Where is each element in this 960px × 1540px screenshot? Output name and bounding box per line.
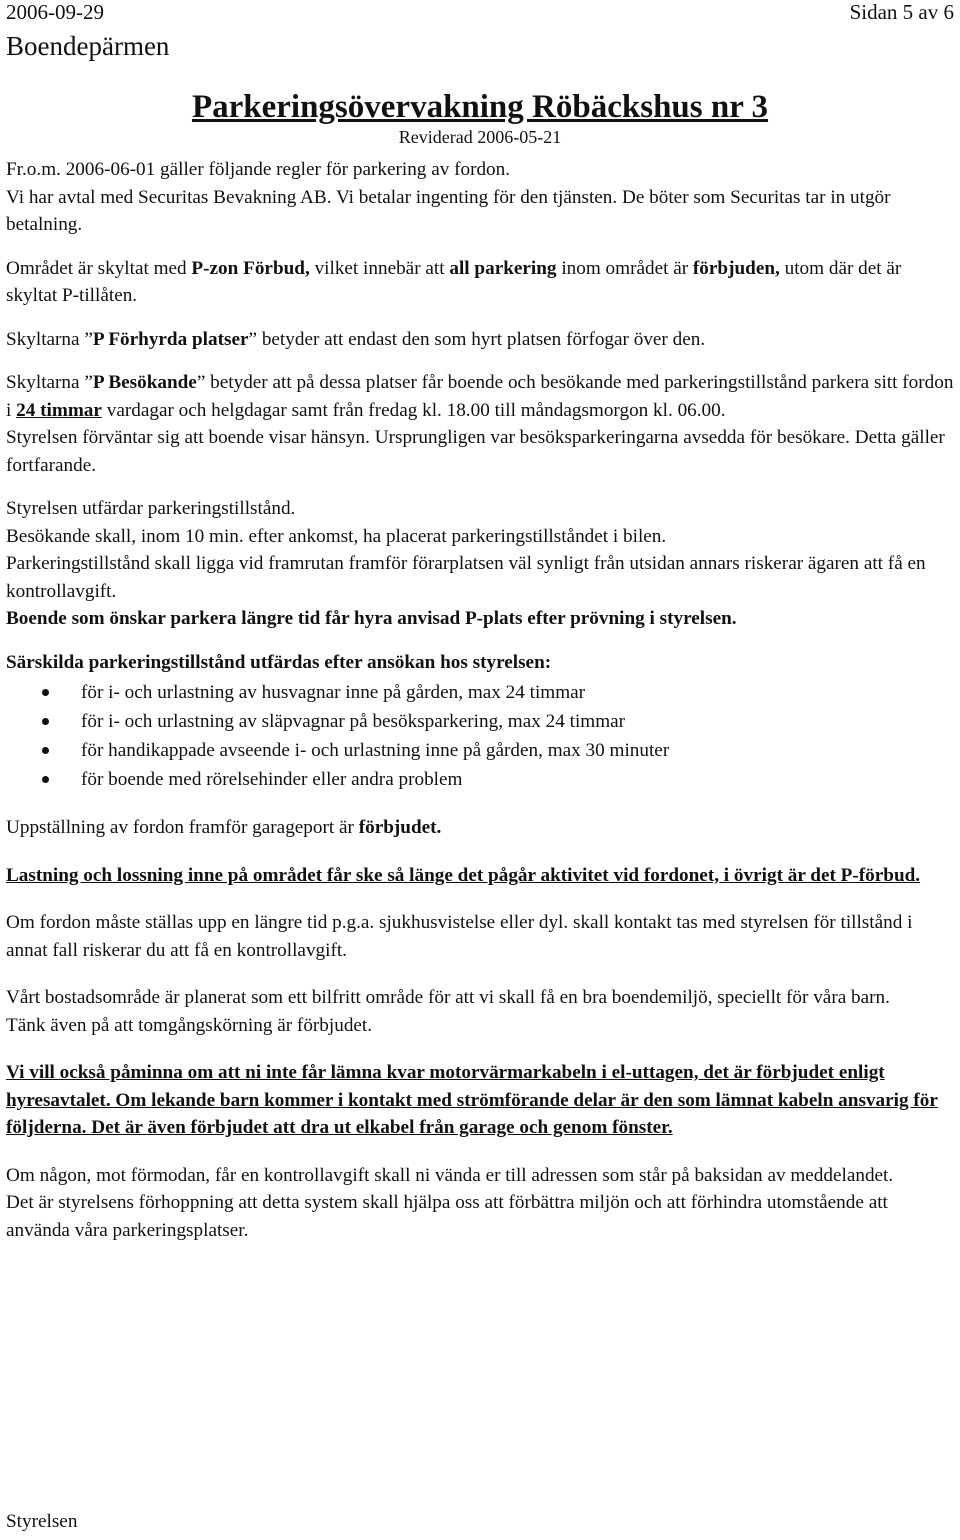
publication-name: Boendepärmen xyxy=(6,31,170,61)
paragraph-p-zon: Området är skyltat med P-zon Förbud, vilket innebär att all parkering inom området är förbjuden, utom där det är skyltat P-tillåten. xyxy=(6,257,902,306)
list-item: för boende med rörelsehinder eller andra problem xyxy=(6,765,954,794)
page-header xyxy=(6,0,954,28)
list-item: för i- och urlastning av husvagnar inne på gården, max 24 timmar xyxy=(6,678,954,707)
signature: Styrelsen xyxy=(6,1511,78,1532)
special-permits-list xyxy=(6,678,954,794)
paragraph-permits-issued: Styrelsen utfärdar parkeringstillstånd. xyxy=(6,498,296,519)
special-permits-heading: Särskilda parkeringstillstånd utfärdas efter ansökan hos styrelsen: xyxy=(6,651,552,673)
paragraph-rented-spaces: Skyltarna ”P Förhyrda platser” betyder att endast den som hyrt platsen förfogar över den. xyxy=(6,328,706,350)
paragraph-hope: Det är styrelsens förhoppning att detta system skall hjälpa oss att förbättra miljön och att förhindra utomstående att använda våra parkeringsplatser. xyxy=(6,1192,888,1241)
paragraph-permit-placement: Parkeringstillstånd skall ligga vid framrutan framför förarplatsen väl synligt från utsidan annars riskerar ägaren att få en kontrollavgift. xyxy=(6,553,926,602)
header-date: 2006-09-29 xyxy=(6,0,104,24)
bullet-icon xyxy=(42,776,49,783)
paragraph-securitas: Vi har avtal med Securitas Bevakning AB. Vi betalar ingenting för den tjänsten. De böter som Securitas tar in utgör betalning. xyxy=(6,186,891,235)
paragraph-idling: Tänk även på att tomgångskörning är förbjudet. xyxy=(6,1014,373,1036)
paragraph-car-free: Vårt bostadsområde är planerat som ett bilfritt område för att vi skall få en bra boendemiljö, speciellt för våra barn. xyxy=(6,987,890,1008)
paragraph-effective-date: Fr.o.m. 2006-06-01 gäller följande regler för parkering av fordon. xyxy=(6,159,511,180)
paragraph-rent-space: Boende som önskar parkera längre tid får hyra anvisad P-plats efter prövning i styrelsen. xyxy=(6,608,737,629)
document-page xyxy=(6,0,954,1532)
list-item: för handikappade avseende i- och urlastning inne på gården, max 30 minuter xyxy=(6,736,954,765)
bullet-icon xyxy=(42,747,49,754)
paragraph-consideration: Styrelsen förväntar sig att boende visar hänsyn. Ursprungligen var besöksparkeringarna avsedda för besökare. Detta gäller fortfarande. xyxy=(6,427,945,476)
list-item: för i- och urlastning av släpvagnar på besöksparkering, max 24 timmar xyxy=(6,707,954,736)
paragraph-long-term: Om fordon måste ställas upp en längre tid p.g.a. sjukhusvistelse eller dyl. skall kontakt tas med styrelsen för tillstånd i annat fall riskerar du att få en kontrollavgift. xyxy=(6,912,913,961)
bullet-icon xyxy=(42,718,49,725)
document-title: Parkeringsövervakning Röbäckshus nr 3 xyxy=(191,89,769,125)
paragraph-loading: Lastning och lossning inne på området får ske så länge det pågår aktivitet vid fordonet, i övrigt är det P-förbud. xyxy=(6,864,921,886)
paragraph-visitor-permit: Besökande skall, inom 10 min. efter ankomst, ha placerat parkeringstillståndet i bilen. xyxy=(6,525,667,547)
paragraph-visitor-spaces: Skyltarna ”P Besökande” betyder att på dessa platser får boende och besökande med parkeringstillstånd parkera sitt fordon i 24 timmar vardagar och helgdagar samt från fredag kl. 18.00 till måndagsmorgon kl. 06.00. xyxy=(6,372,954,421)
header-page-number: Sidan 5 av 6 xyxy=(849,0,954,24)
paragraph-garage-door: Uppställning av fordon framför garageport är förbjudet. xyxy=(6,817,442,838)
revision-date: Reviderad 2006-05-21 xyxy=(398,127,562,147)
paragraph-fine-address: Om någon, mot förmodan, får en kontrollavgift skall ni vända er till adressen som står på baksidan av meddelandet. xyxy=(6,1164,894,1186)
paragraph-engine-heater: Vi vill också påminna om att ni inte får lämna kvar motorvärmarkabeln i el-uttagen, det är förbjudet enligt hyresavtalet. Om lekande barn kommer i kontakt med strömförande delar är den som lämnat kabeln ansvarig för följderna. Det är även förbjudet att dra ut elkabel från garage och genom fönster. xyxy=(6,1062,938,1138)
bullet-icon xyxy=(42,689,49,696)
